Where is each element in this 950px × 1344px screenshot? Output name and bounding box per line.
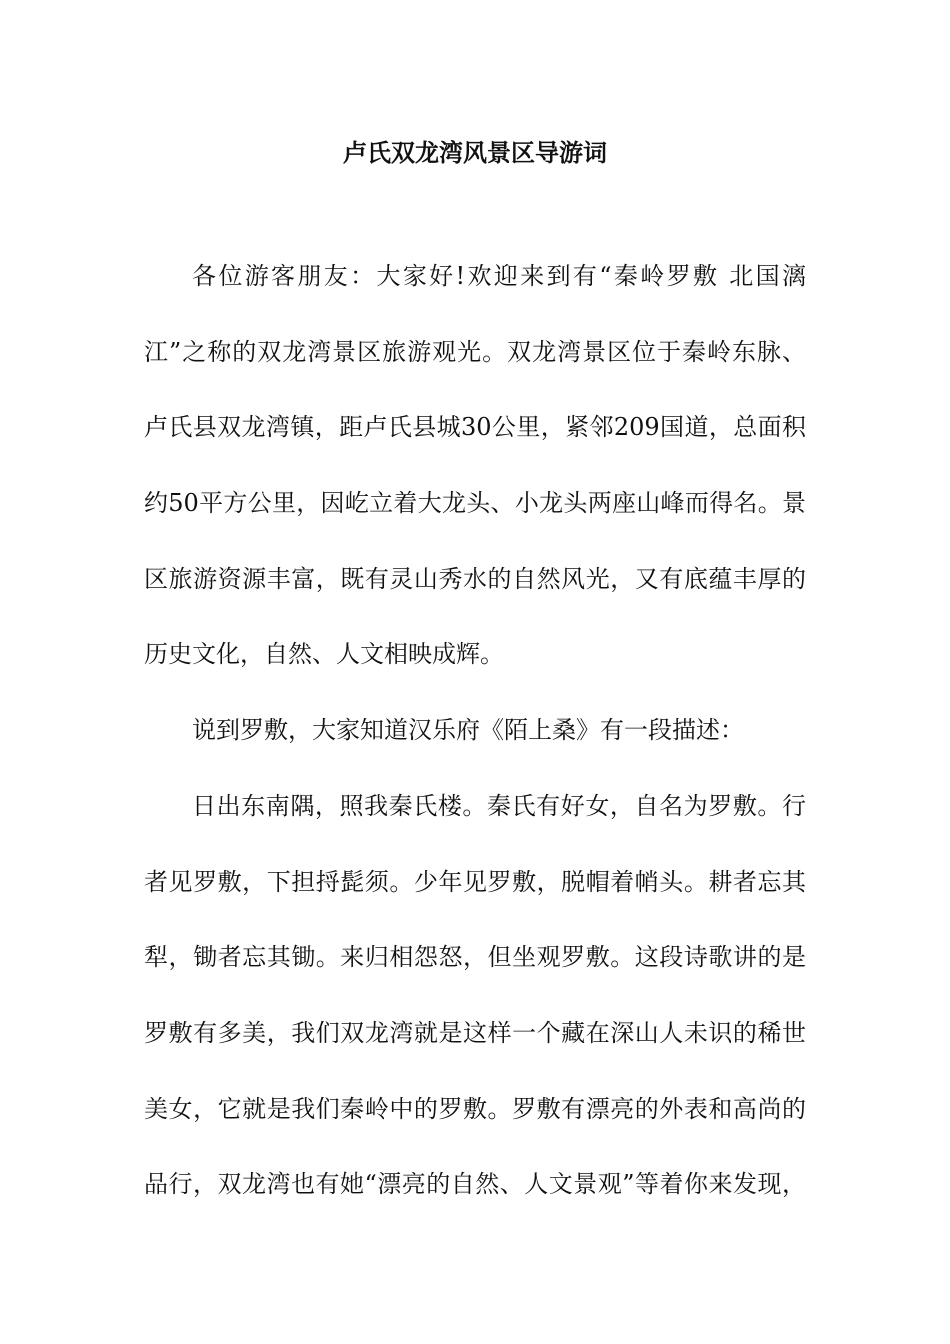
- paragraph-3-line-3: 犁，锄者忘其锄。来归相怨怒，但坐观罗敷。这段诗歌讲的是: [144, 943, 806, 972]
- paragraph-2-line-1: 说到罗敷，大家知道汉乐府《陌上桑》有一段描述：: [192, 716, 744, 745]
- paragraph-3-line-1: 日出东南隅，照我秦氏楼。秦氏有好女，自名为罗敷。行: [192, 791, 806, 820]
- paragraph-3-line-2: 者见罗敷，下担捋髭须。少年见罗敷，脱帽着帩头。耕者忘其: [144, 867, 806, 896]
- paragraph-3-line-6: 品行，双龙湾也有她“漂亮的自然、人文景观”等着你来发现，: [144, 1170, 806, 1199]
- document-title: 卢氏双龙湾风景区导游词: [343, 138, 607, 167]
- paragraph-1-line-4: 约50平方公里，因屹立着大龙头、小龙头两座山峰而得名。景: [144, 489, 806, 518]
- paragraph-3-line-5: 美女，它就是我们秦岭中的罗敷。罗敷有漂亮的外表和高尚的: [144, 1094, 806, 1123]
- paragraph-3-line-4: 罗敷有多美，我们双龙湾就是这样一个藏在深山人未识的稀世: [144, 1018, 806, 1047]
- document-body: [144, 254, 806, 1238]
- paragraph-1-line-6: 历史文化，自然、人文相映成辉。: [144, 640, 504, 669]
- paragraph-1-line-1: 各位游客朋友：大家好!欢迎来到有“秦岭罗敷 北国漓: [192, 262, 806, 290]
- paragraph-1-line-5: 区旅游资源丰富，既有灵山秀水的自然风光，又有底蕴丰厚的: [144, 564, 806, 593]
- paragraph-1-line-3: 卢氏县双龙湾镇，距卢氏县城30公里，紧邻209国道，总面积: [144, 413, 806, 442]
- paragraph-1-line-2: 江”之称的双龙湾景区旅游观光。双龙湾景区位于秦岭东脉、: [144, 337, 806, 366]
